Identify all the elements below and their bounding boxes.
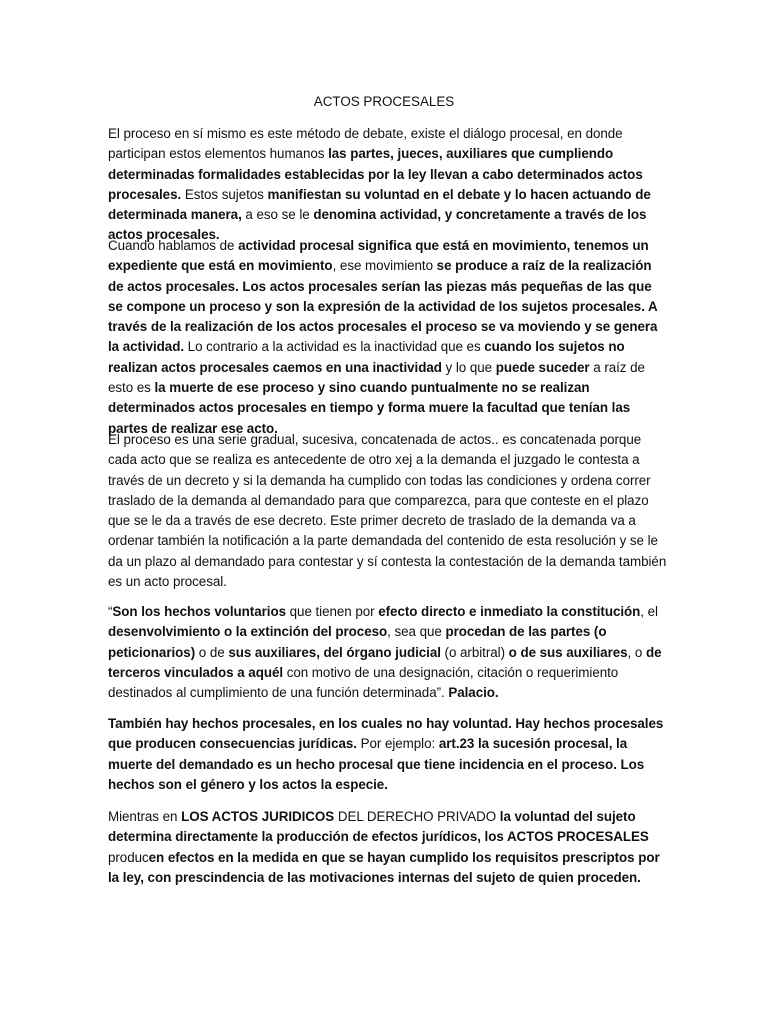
- paragraph-5: [108, 714, 668, 795]
- bold-text-run: se produce a raíz de la realización de actos procesales. Los actos procesales serían las piezas más pequeñas de las que se compone un proceso y son la expresión de la actividad de los sujetos procesales. A través de la realización de los actos procesales el proceso se va moviendo y se genera la actividad.: [108, 258, 658, 355]
- text-run: Cuando hablamos de: [108, 238, 239, 253]
- bold-text-run: LOS ACTOS JURIDICOS: [181, 809, 335, 824]
- bold-text-run: efecto directo e inmediato la constitución: [378, 604, 641, 619]
- text-run: Lo contrario a la actividad es la inactividad que es: [184, 339, 485, 355]
- text-run: DEL DERECHO PRIVADO: [334, 809, 500, 824]
- text-run: (o arbitral): [440, 644, 509, 660]
- bold-text-run: ACTOS PROCESALES: [506, 829, 649, 845]
- bold-text-run: o de sus auxiliares: [508, 644, 628, 660]
- bold-text-run: las partes, jueces, auxiliares que cumpliendo determinadas formalidades establecidas por la ley llevan a cabo determinados actos procesales.: [108, 146, 643, 202]
- text-run: que tienen por: [285, 604, 379, 619]
- text-run: , el: [640, 604, 658, 619]
- bold-text-run: desenvolvimiento o la extinción del proceso: [108, 624, 388, 640]
- text-run: Estos sujetos: [181, 186, 268, 202]
- bold-text-run: la voluntad del sujeto determina directamente la producción de efectos jurídicos, los: [108, 809, 636, 845]
- text-run: “: [108, 604, 113, 619]
- text-run: produc: [108, 849, 149, 865]
- bold-text-run: en efectos en la medida en que se hayan cumplido los requisitos prescriptos por la ley, con prescindencia de las motivaciones internas del sujeto de quien proceden.: [108, 849, 660, 885]
- text-run: , sea que: [387, 624, 446, 640]
- bold-text-run: manifiestan su voluntad en el debate y lo hacen actuando de determinada manera,: [108, 186, 651, 223]
- text-run: El proceso en sí mismo es este método de debate, existe el diálogo procesal, en donde participan estos elementos humanos: [108, 126, 623, 162]
- bold-text-run: de terceros vinculados a aquél: [108, 644, 662, 680]
- bold-text-run: sus auxiliares, del órgano judicial: [228, 644, 441, 660]
- paragraph-1: [108, 124, 668, 246]
- text-run: Mientras en: [108, 809, 182, 824]
- bold-text-run: También hay hechos procesales, en los cuales no hay voluntad. Hay hechos procesales que producen consecuencias jurídicas.: [108, 716, 664, 752]
- text-run: y lo que: [441, 359, 496, 375]
- bold-text-run: puede suceder: [495, 359, 590, 375]
- text-run: o de: [195, 644, 229, 660]
- bold-text-run: actividad procesal significa que está en movimiento, tenemos un expediente que está en movimiento: [108, 238, 649, 274]
- document-title: ACTOS PROCESALES: [313, 94, 455, 109]
- bold-text-run: la muerte de ese proceso y sino cuando puntualmente no se realizan determinados actos procesales en tiempo y forma muere la facultad que tenían las partes de realizar ese acto.: [108, 380, 631, 436]
- bold-text-run: Palacio.: [448, 685, 499, 701]
- text-run: , ese movimiento: [332, 258, 437, 274]
- text-run: a raíz de esto es: [108, 359, 645, 396]
- text-run: Por ejemplo:: [356, 736, 439, 752]
- bold-text-run: cuando los sujetos no realizan actos procesales caemos en una inactividad: [108, 339, 625, 375]
- bold-text-run: Son los hechos voluntarios: [112, 604, 286, 619]
- bold-text-run: denomina actividad, y concretamente a través de los actos procesales.: [108, 207, 647, 243]
- text-run: , o: [627, 644, 646, 660]
- text-run: con motivo de una designación, citación o requerimiento destinados al cumplimiento de una función determinada”.: [108, 664, 619, 701]
- bold-text-run: procedan de las partes (o peticionarios): [108, 624, 607, 660]
- paragraph-6: [108, 807, 668, 888]
- paragraph-4: [108, 602, 668, 703]
- text-run: El proceso es una serie gradual, sucesiva, concatenada de actos.. es concatenada porque cada acto que se realiza es antecedente de otro xej a la demanda el juzgado le contesta a través de un decreto y si la demanda ha cumplido con todas las condiciones y ordena correr traslado de la demanda al demandado para que comparezca, para que conteste en el plazo que se le da a través de ese decreto. Este primer decreto de traslado de la demanda va a ordenar también la notificación a la parte demandada del contenido de esta resolución y se le da un plazo al demandado para contestar y sí contesta la contestación de la demanda también es un acto procesal.: [108, 432, 667, 590]
- paragraph-2: [108, 236, 668, 439]
- paragraph-3: [108, 430, 668, 592]
- bold-text-run: art.23 la sucesión procesal, la muerte del demandado es un hecho procesal que tiene incidencia en el proceso. Los hechos son el género y los actos la especie.: [108, 736, 645, 792]
- text-run: a eso se le: [241, 207, 314, 223]
